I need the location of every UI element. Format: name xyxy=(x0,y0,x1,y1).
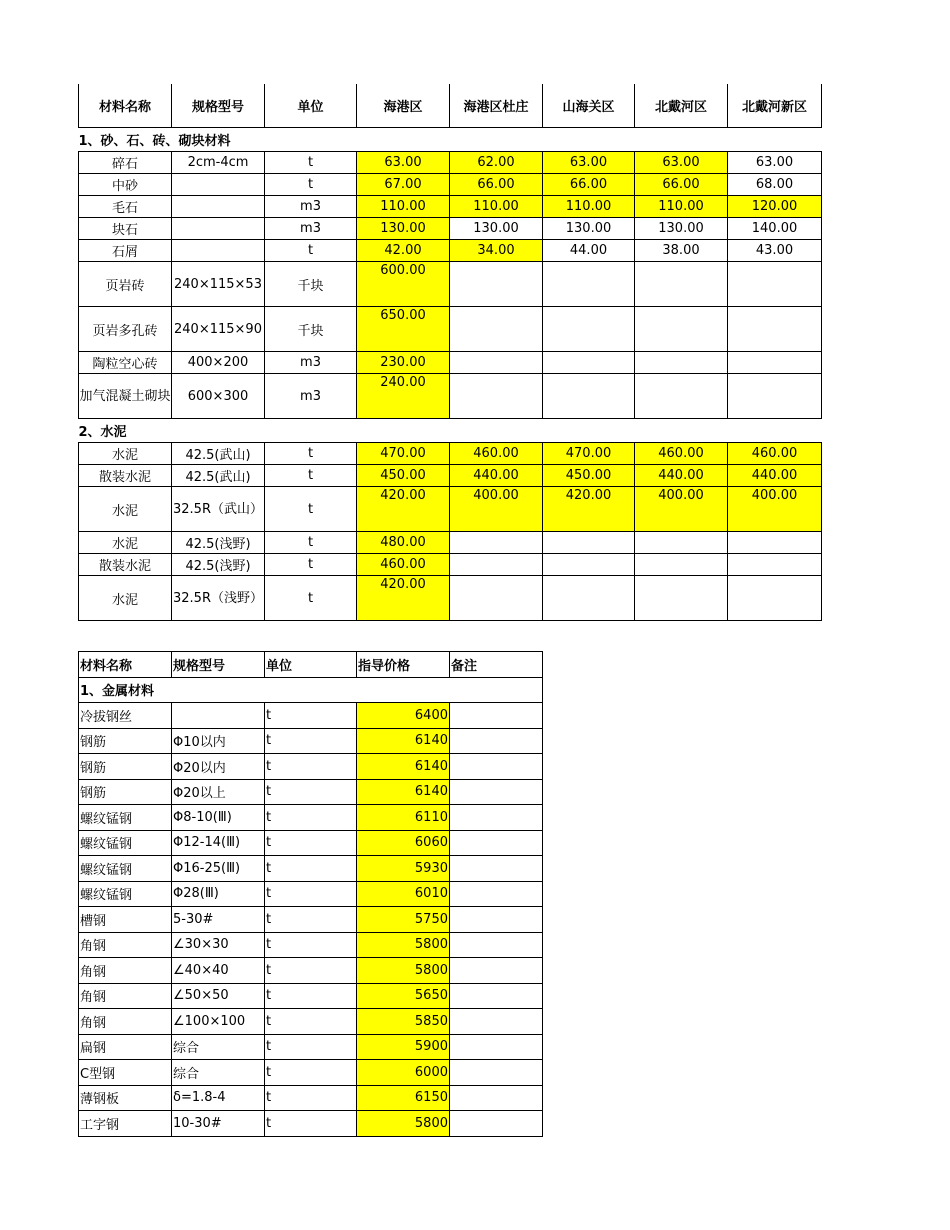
cell-price: 400.00 xyxy=(728,487,822,532)
cell-price xyxy=(635,576,728,621)
table-row xyxy=(79,576,822,621)
cell-name: 水泥 xyxy=(79,443,172,465)
cell-price: 66.00 xyxy=(543,174,635,196)
cell-note xyxy=(450,881,543,907)
cell-price: 130.00 xyxy=(543,218,635,240)
cell-spec: ∠100×100 xyxy=(172,1009,265,1035)
cell-name: 水泥 xyxy=(79,532,172,554)
cell-price: 110.00 xyxy=(635,196,728,218)
cell-price xyxy=(728,262,822,307)
cell-price xyxy=(450,307,543,352)
cell-note xyxy=(450,958,543,984)
cell-spec: 42.5(浅野) xyxy=(172,532,265,554)
cell-note xyxy=(450,805,543,831)
cell-price xyxy=(543,262,635,307)
table-header-row xyxy=(79,84,822,128)
table-row xyxy=(79,352,822,374)
cell-price: 470.00 xyxy=(543,443,635,465)
cell-unit: t xyxy=(265,907,357,933)
header-material-name: 材料名称 xyxy=(79,84,172,128)
header-region-haigang: 海港区 xyxy=(357,84,450,128)
table-row xyxy=(79,487,822,532)
cell-note xyxy=(450,703,543,729)
cell-price: 6060 xyxy=(357,830,450,856)
cell-unit: m3 xyxy=(265,352,357,374)
cell-name: 毛石 xyxy=(79,196,172,218)
header-guide-price: 指导价格 xyxy=(357,652,450,678)
cell-price: 5800 xyxy=(357,958,450,984)
cell-price: 440.00 xyxy=(728,465,822,487)
table-row xyxy=(79,907,543,933)
cell-price: 600.00 xyxy=(357,262,450,307)
cell-price xyxy=(728,374,822,419)
cell-unit: t xyxy=(265,805,357,831)
cell-name: 水泥 xyxy=(79,576,172,621)
cell-price: 63.00 xyxy=(635,152,728,174)
cell-name: 散装水泥 xyxy=(79,465,172,487)
cell-price xyxy=(728,532,822,554)
cell-name: 角钢 xyxy=(79,932,172,958)
section-row xyxy=(79,128,822,152)
table-row xyxy=(79,830,543,856)
cell-name: 石屑 xyxy=(79,240,172,262)
cell-price: 140.00 xyxy=(728,218,822,240)
cell-unit: t xyxy=(265,152,357,174)
cell-price: 63.00 xyxy=(357,152,450,174)
cell-unit: t xyxy=(265,1009,357,1035)
guide-price-table xyxy=(78,651,543,1137)
cell-spec: ∠50×50 xyxy=(172,983,265,1009)
cell-note xyxy=(450,830,543,856)
cell-price xyxy=(543,352,635,374)
cell-price xyxy=(450,554,543,576)
cell-spec xyxy=(172,196,265,218)
cell-price xyxy=(728,576,822,621)
cell-name: 角钢 xyxy=(79,958,172,984)
header-material-name: 材料名称 xyxy=(79,652,172,678)
cell-spec: 42.5(浅野) xyxy=(172,554,265,576)
cell-name: 角钢 xyxy=(79,983,172,1009)
cell-unit: 千块 xyxy=(265,307,357,352)
cell-spec: 600×300 xyxy=(172,374,265,419)
cell-unit: t xyxy=(265,174,357,196)
cell-note xyxy=(450,1060,543,1086)
table-row xyxy=(79,983,543,1009)
cell-price xyxy=(543,532,635,554)
cell-spec xyxy=(172,218,265,240)
table-row xyxy=(79,174,822,196)
cell-price: 5800 xyxy=(357,932,450,958)
table-row xyxy=(79,1060,543,1086)
cell-unit: m3 xyxy=(265,218,357,240)
cell-price: 44.00 xyxy=(543,240,635,262)
table-row xyxy=(79,443,822,465)
table-row xyxy=(79,1085,543,1111)
cell-unit: t xyxy=(265,932,357,958)
cell-price: 110.00 xyxy=(450,196,543,218)
cell-spec: 综合 xyxy=(172,1060,265,1086)
cell-unit: t xyxy=(265,554,357,576)
header-region-beidaihe: 北戴河区 xyxy=(635,84,728,128)
cell-price: 62.00 xyxy=(450,152,543,174)
cell-spec: Φ10以内 xyxy=(172,728,265,754)
cell-name: 钢筋 xyxy=(79,754,172,780)
cell-price: 42.00 xyxy=(357,240,450,262)
cell-name: 加气混凝土砌块 xyxy=(79,374,172,419)
cell-price: 67.00 xyxy=(357,174,450,196)
cell-spec: 5-30# xyxy=(172,907,265,933)
cell-price: 420.00 xyxy=(357,576,450,621)
cell-price xyxy=(635,307,728,352)
table-row xyxy=(79,554,822,576)
cell-unit: t xyxy=(265,728,357,754)
cell-note xyxy=(450,932,543,958)
table-row xyxy=(79,1111,543,1137)
cell-note xyxy=(450,779,543,805)
cell-price: 460.00 xyxy=(728,443,822,465)
cell-price: 130.00 xyxy=(450,218,543,240)
cell-price: 440.00 xyxy=(635,465,728,487)
cell-price xyxy=(635,352,728,374)
table-row xyxy=(79,196,822,218)
cell-spec: 10-30# xyxy=(172,1111,265,1137)
table-row xyxy=(79,805,543,831)
cell-spec: 综合 xyxy=(172,1034,265,1060)
table-row xyxy=(79,856,543,882)
cell-spec: 2cm-4cm xyxy=(172,152,265,174)
cell-name: 螺纹锰钢 xyxy=(79,805,172,831)
table-row xyxy=(79,754,543,780)
table-row xyxy=(79,881,543,907)
section-title: 2、水泥 xyxy=(79,419,822,443)
cell-price: 6000 xyxy=(357,1060,450,1086)
cell-name: 螺纹锰钢 xyxy=(79,856,172,882)
table-row xyxy=(79,262,822,307)
cell-price xyxy=(543,307,635,352)
table-row xyxy=(79,532,822,554)
cell-note xyxy=(450,1034,543,1060)
cell-price: 5750 xyxy=(357,907,450,933)
cell-price xyxy=(635,532,728,554)
cell-price xyxy=(543,576,635,621)
header-unit: 单位 xyxy=(265,652,357,678)
cell-spec: 240×115×90 xyxy=(172,307,265,352)
cell-price: 34.00 xyxy=(450,240,543,262)
table-row xyxy=(79,779,543,805)
table-row xyxy=(79,932,543,958)
cell-unit: t xyxy=(265,1111,357,1137)
cell-price: 110.00 xyxy=(357,196,450,218)
cell-price: 6140 xyxy=(357,754,450,780)
cell-spec: Φ20以上 xyxy=(172,779,265,805)
cell-unit: t xyxy=(265,1034,357,1060)
cell-price: 6150 xyxy=(357,1085,450,1111)
section-row xyxy=(79,677,543,703)
cell-spec: 400×200 xyxy=(172,352,265,374)
cell-price xyxy=(450,262,543,307)
cell-note xyxy=(450,728,543,754)
section-title: 1、砂、石、砖、砌块材料 xyxy=(79,128,822,152)
cell-price: 450.00 xyxy=(357,465,450,487)
cell-spec: Φ16-25(Ⅲ) xyxy=(172,856,265,882)
cell-unit: t xyxy=(265,576,357,621)
cell-unit: t xyxy=(265,881,357,907)
cell-price xyxy=(450,532,543,554)
cell-price: 460.00 xyxy=(450,443,543,465)
cell-price: 5900 xyxy=(357,1034,450,1060)
cell-price: 420.00 xyxy=(357,487,450,532)
cell-price: 6140 xyxy=(357,779,450,805)
cell-spec: 240×115×53 xyxy=(172,262,265,307)
cell-note xyxy=(450,907,543,933)
cell-spec: ∠40×40 xyxy=(172,958,265,984)
cell-price: 460.00 xyxy=(357,554,450,576)
table-row xyxy=(79,958,543,984)
cell-unit: t xyxy=(265,703,357,729)
cell-spec: Φ12-14(Ⅲ) xyxy=(172,830,265,856)
cell-spec xyxy=(172,240,265,262)
cell-spec xyxy=(172,174,265,196)
cell-name: 水泥 xyxy=(79,487,172,532)
cell-price xyxy=(635,374,728,419)
cell-name: 槽钢 xyxy=(79,907,172,933)
table-row xyxy=(79,728,543,754)
table-row xyxy=(79,1034,543,1060)
header-region-shanhaiguan: 山海关区 xyxy=(543,84,635,128)
cell-price: 400.00 xyxy=(635,487,728,532)
cell-name: 碎石 xyxy=(79,152,172,174)
cell-price xyxy=(728,554,822,576)
cell-spec: Φ20以内 xyxy=(172,754,265,780)
cell-name: 陶粒空心砖 xyxy=(79,352,172,374)
cell-unit: t xyxy=(265,779,357,805)
header-spec: 规格型号 xyxy=(172,652,265,678)
cell-price: 63.00 xyxy=(543,152,635,174)
cell-spec: 32.5R（武山） xyxy=(172,487,265,532)
cell-price: 110.00 xyxy=(543,196,635,218)
table-row xyxy=(79,374,822,419)
table-row xyxy=(79,1009,543,1035)
cell-price xyxy=(450,352,543,374)
header-unit: 单位 xyxy=(265,84,357,128)
cell-note xyxy=(450,1085,543,1111)
cell-name: 冷拔钢丝 xyxy=(79,703,172,729)
cell-spec: ∠30×30 xyxy=(172,932,265,958)
cell-name: 页岩砖 xyxy=(79,262,172,307)
cell-price: 5850 xyxy=(357,1009,450,1035)
cell-price: 230.00 xyxy=(357,352,450,374)
cell-name: 钢筋 xyxy=(79,779,172,805)
cell-price: 440.00 xyxy=(450,465,543,487)
header-note: 备注 xyxy=(450,652,543,678)
table-header-row xyxy=(79,652,543,678)
cell-unit: t xyxy=(265,830,357,856)
cell-price: 400.00 xyxy=(450,487,543,532)
cell-unit: m3 xyxy=(265,374,357,419)
cell-name: 螺纹锰钢 xyxy=(79,881,172,907)
cell-name: C型钢 xyxy=(79,1060,172,1086)
cell-name: 散装水泥 xyxy=(79,554,172,576)
cell-spec xyxy=(172,703,265,729)
cell-price xyxy=(728,352,822,374)
cell-note xyxy=(450,983,543,1009)
header-region-beidaihe-new: 北戴河新区 xyxy=(728,84,822,128)
table-row xyxy=(79,240,822,262)
cell-unit: t xyxy=(265,983,357,1009)
cell-note xyxy=(450,1009,543,1035)
cell-note xyxy=(450,1111,543,1137)
header-region-haigang-duzhuang: 海港区杜庄 xyxy=(450,84,543,128)
cell-price: 63.00 xyxy=(728,152,822,174)
cell-name: 钢筋 xyxy=(79,728,172,754)
table-row xyxy=(79,152,822,174)
cell-unit: t xyxy=(265,532,357,554)
cell-price: 240.00 xyxy=(357,374,450,419)
header-spec: 规格型号 xyxy=(172,84,265,128)
cell-unit: t xyxy=(265,958,357,984)
cell-price: 470.00 xyxy=(357,443,450,465)
cell-spec: Φ8-10(Ⅲ) xyxy=(172,805,265,831)
cell-unit: t xyxy=(265,240,357,262)
cell-name: 工字钢 xyxy=(79,1111,172,1137)
table-row xyxy=(79,307,822,352)
cell-price xyxy=(450,576,543,621)
cell-price xyxy=(543,554,635,576)
cell-name: 中砂 xyxy=(79,174,172,196)
cell-name: 角钢 xyxy=(79,1009,172,1035)
section-title: 1、金属材料 xyxy=(79,677,543,703)
cell-price: 5930 xyxy=(357,856,450,882)
cell-unit: t xyxy=(265,465,357,487)
cell-price: 480.00 xyxy=(357,532,450,554)
cell-price: 120.00 xyxy=(728,196,822,218)
table-row xyxy=(79,218,822,240)
cell-price: 43.00 xyxy=(728,240,822,262)
cell-price xyxy=(635,554,728,576)
cell-unit: m3 xyxy=(265,196,357,218)
cell-spec: 42.5(武山) xyxy=(172,443,265,465)
cell-price: 450.00 xyxy=(543,465,635,487)
cell-price: 68.00 xyxy=(728,174,822,196)
cell-unit: t xyxy=(265,443,357,465)
cell-price xyxy=(728,307,822,352)
cell-price: 66.00 xyxy=(450,174,543,196)
cell-price: 6400 xyxy=(357,703,450,729)
cell-price xyxy=(450,374,543,419)
cell-price xyxy=(635,262,728,307)
cell-name: 扁钢 xyxy=(79,1034,172,1060)
cell-unit: t xyxy=(265,1085,357,1111)
cell-price: 6010 xyxy=(357,881,450,907)
cell-price: 460.00 xyxy=(635,443,728,465)
cell-name: 螺纹锰钢 xyxy=(79,830,172,856)
cell-price: 5800 xyxy=(357,1111,450,1137)
cell-name: 薄钢板 xyxy=(79,1085,172,1111)
cell-price: 5650 xyxy=(357,983,450,1009)
cell-price: 6110 xyxy=(357,805,450,831)
cell-note xyxy=(450,754,543,780)
cell-unit: t xyxy=(265,856,357,882)
cell-unit: 千块 xyxy=(265,262,357,307)
cell-name: 页岩多孔砖 xyxy=(79,307,172,352)
cell-spec: 42.5(武山) xyxy=(172,465,265,487)
cell-spec: 32.5R（浅野） xyxy=(172,576,265,621)
section-row xyxy=(79,419,822,443)
cell-price: 38.00 xyxy=(635,240,728,262)
cell-price: 130.00 xyxy=(635,218,728,240)
table-row xyxy=(79,465,822,487)
cell-name: 块石 xyxy=(79,218,172,240)
cell-unit: t xyxy=(265,1060,357,1086)
cell-price: 420.00 xyxy=(543,487,635,532)
cell-price xyxy=(543,374,635,419)
cell-price: 130.00 xyxy=(357,218,450,240)
regional-price-table xyxy=(78,84,822,621)
cell-note xyxy=(450,856,543,882)
cell-price: 650.00 xyxy=(357,307,450,352)
table-row xyxy=(79,703,543,729)
cell-unit: t xyxy=(265,487,357,532)
cell-price: 66.00 xyxy=(635,174,728,196)
cell-unit: t xyxy=(265,754,357,780)
cell-price: 6140 xyxy=(357,728,450,754)
cell-spec: δ=1.8-4 xyxy=(172,1085,265,1111)
cell-spec: Φ28(Ⅲ) xyxy=(172,881,265,907)
